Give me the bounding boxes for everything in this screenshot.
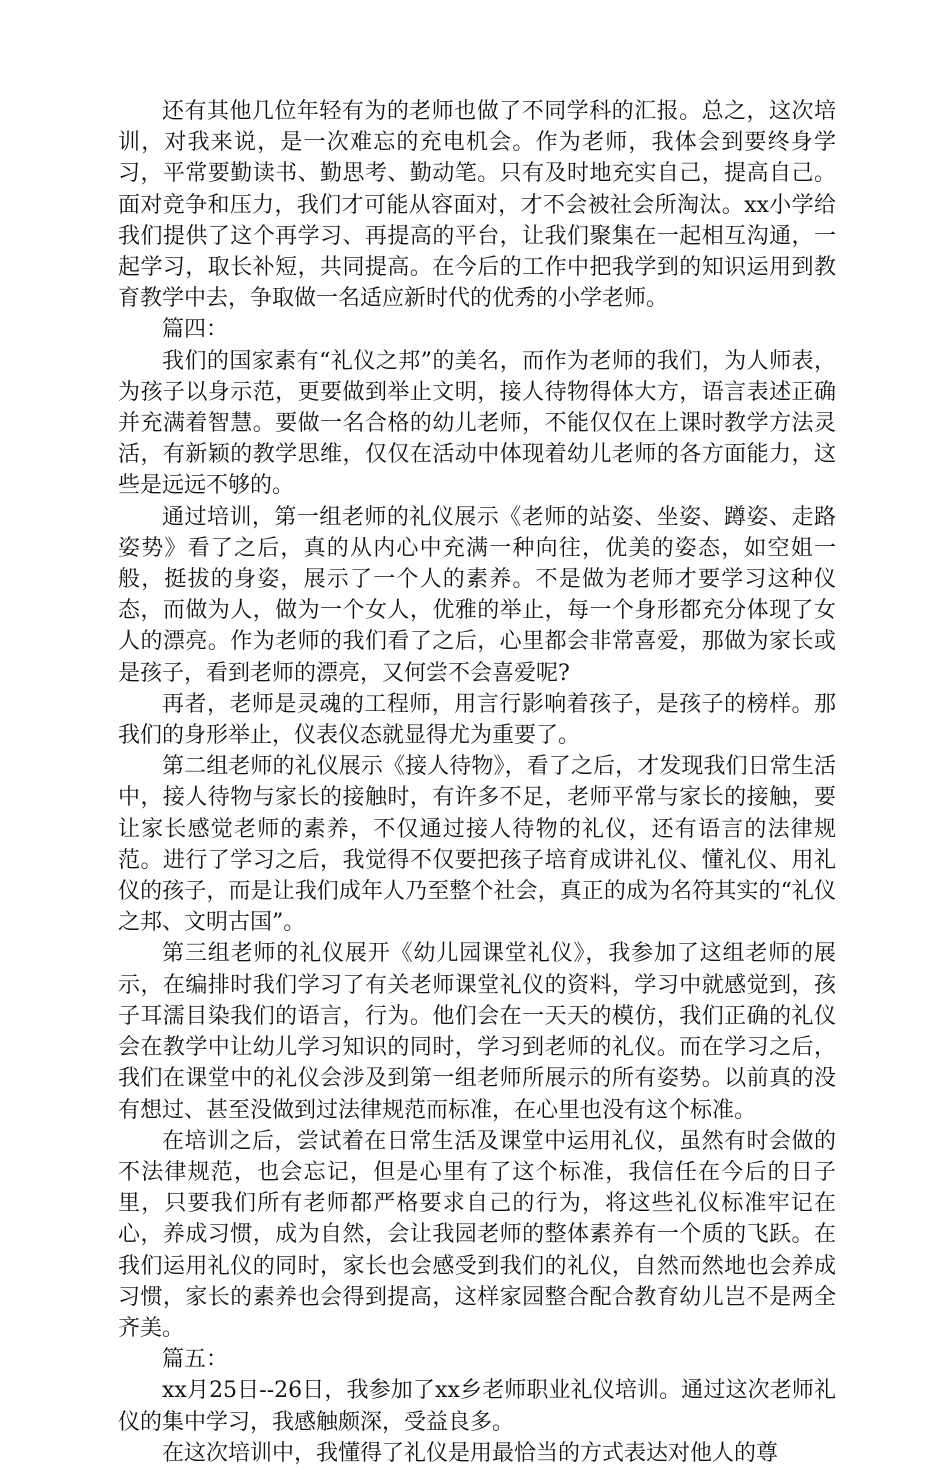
section-heading-5: 篇五： bbox=[162, 1347, 229, 1373]
paragraph: 我们的国家素有“礼仪之邦”的美名，而作为老师的我们，为人师表，为孩子以身示范，更要做到举止文明，接人待物得体大方，语言表述正确并充满着智慧。要做一名合格的幼儿老师，不能仅仅在上课时教学方法灵活，有新颖的教学思维，仅仅在活动中体现着幼儿老师的各方面能力，这些是远远不够的。 bbox=[118, 348, 836, 499]
section-heading-4: 篇四： bbox=[162, 317, 229, 343]
paragraph: 在这次培训中，我懂得了礼仪是用最恰当的方式表达对他人的尊 bbox=[162, 1440, 779, 1466]
paragraph: 再者，老师是灵魂的工程师，用言行影响着孩子，是孩子的榜样。那我们的身形举止，仪表仪态就显得尤为重要了。 bbox=[118, 691, 836, 749]
paragraph: 在培训之后，尝试着在日常生活及课堂中运用礼仪，虽然有时会做的不法律规范，也会忘记，但是心里有了这个标准，我信任在今后的日子里，只要我们所有老师都严格要求自己的行为，将这些礼仪标准牢记在心，养成习惯，成为自然，会让我园老师的整体素养有一个质的飞跃。在我们运用礼仪的同时，家长也会感受到我们的礼仪，自然而然地也会养成习惯，家长的素养也会得到提高，这样家园整合配合教育幼儿岂不是两全齐美。 bbox=[118, 1128, 836, 1341]
paragraph: xx月25日--26日，我参加了xx乡老师职业礼仪培训。通过这次老师礼仪的集中学习，我感触颇深，受益良多。 bbox=[118, 1378, 836, 1435]
paragraph: 第二组老师的礼仪展示《接人待物》，看了之后，才发现我们日常生活中，接人待物与家长的接触时，有许多不足，老师平常与家长的接触，要让家长感觉老师的素养，不仅通过接人待物的礼仪，还有语言的法律规范。进行了学习之后，我觉得不仅要把孩子培育成讲礼仪、懂礼仪、用礼仪的孩子，而是让我们成年人乃至整个社会，真正的成为名符其实的“礼仪之邦、文明古国”。 bbox=[118, 754, 836, 936]
document-page bbox=[118, 96, 836, 1469]
paragraph: 通过培训，第一组老师的礼仪展示《老师的站姿、坐姿、蹲姿、走路姿势》看了之后，真的从内心中充满一种向往，优美的姿态，如空姐一般，挺拔的身姿，展示了一个人的素养。不是做为老师才要学习这种仪态，而做为人，做为一个女人，优雅的举止，每一个身形都充分体现了女人的漂亮。作为老师的我们看了之后，心里都会非常喜爱，那做为家长或是孩子，看到老师的漂亮，又何尝不会喜爱呢? bbox=[118, 504, 836, 686]
paragraph-summary: 还有其他几位年轻有为的老师也做了不同学科的汇报。总之，这次培训，对我来说，是一次难忘的充电机会。作为老师，我体会到要终身学习，平常要勤读书、勤思考、勤动笔。只有及时地充实自己，提高自己。面对竞争和压力，我们才可能从容面对，才不会被社会所淘汰。xx小学给我们提供了这个再学习、再提高的平台，让我们聚集在一起相互沟通，一起学习，取长补短，共同提高。在今后的工作中把我学到的知识运用到教育教学中去，争取做一名适应新时代的优秀的小学老师。 bbox=[118, 99, 836, 312]
paragraph: 第三组老师的礼仪展开《幼儿园课堂礼仪》，我参加了这组老师的展示，在编排时我们学习了有关老师课堂礼仪的资料，学习中就感觉到，孩子耳濡目染我们的语言，行为。他们会在一天天的模仿，我们正确的礼仪会在教学中让幼儿学习知识的同时，学习到老师的礼仪。而在学习之后，我们在课堂中的礼仪会涉及到第一组老师所展示的所有姿势。以前真的没有想过、甚至没做到过法律规范而标准，在心里也没有这个标准。 bbox=[118, 941, 836, 1123]
